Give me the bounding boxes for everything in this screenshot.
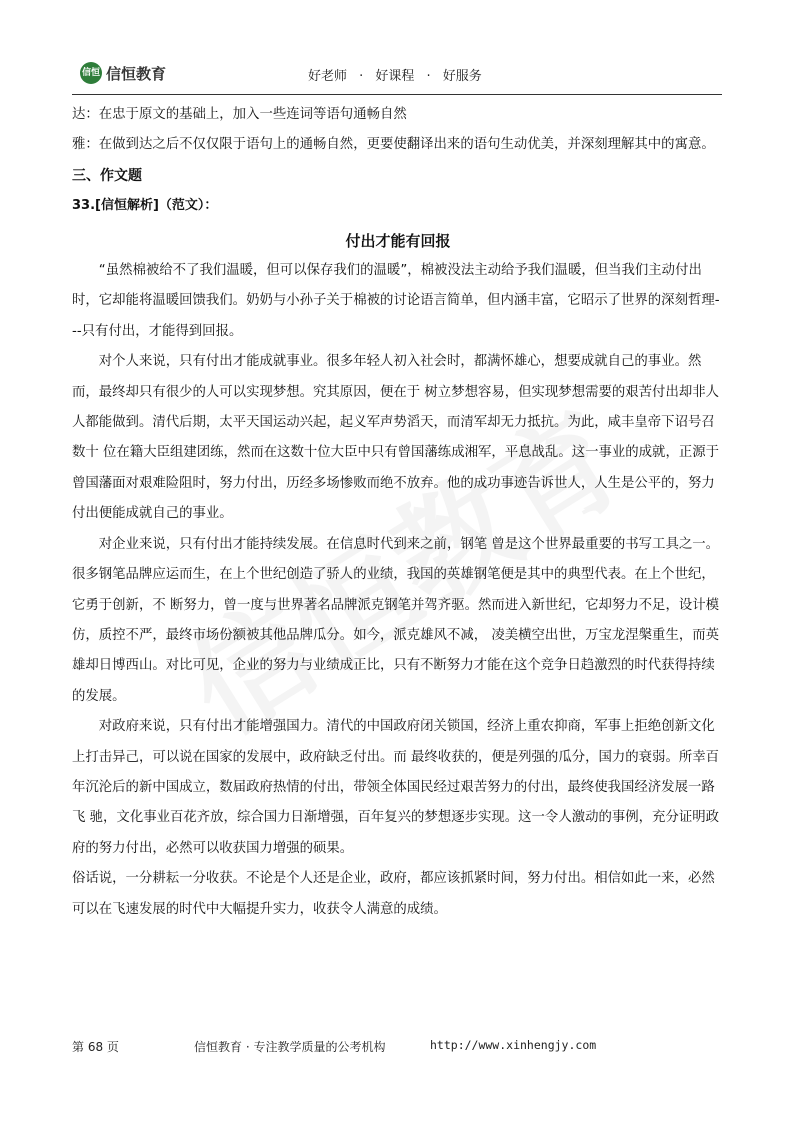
page-header bbox=[72, 58, 722, 95]
essay-paragraph: 对个人来说，只有付出才能成就事业。很多年轻人初入社会时，都满怀雄心，想要成就自己的事业。然而，最终却只有很少的人可以实现梦想。究其原因，便在于 树立梦想容易，但实现梦想需要的艰苦付出却非人人都能做到。清代后期，太平天国运动兴起，起义军声势滔天，而清军却无力抵抗。为此，咸丰皇帝下诏号召数十 位在籍大臣组建团练，然而在这数十位大臣中只有曾国藩练成湘军，平息战乱。这一事业的成就，正源于曾国藩面对艰难险阻时，努力付出，历经多场惨败而绝不放弃。他的成功事迹告诉世人，人生是公平的，努力付出便能成就自己的事业。 bbox=[72, 354, 720, 522]
essay-paragraph: “虽然棉被给不了我们温暖，但可以保存我们的温暖”，棉被没法主动给予我们温暖，但当我们主动付出时，它却能将温暖回馈我们。奶奶与小孙子关于棉被的讨论语言简单，但内涵丰富，它昭示了世界的深刻哲理---只有付出，才能得到回报。 bbox=[72, 263, 720, 339]
essay-paragraph: 对企业来说，只有付出才能持续发展。在信息时代到来之前，钢笔 曾是这个世界最重要的书写工具之一。很多钢笔品牌应运而生，在上个世纪创造了骄人的业绩，我国的英雄钢笔便是其中的典型代表。在上个世纪，它勇于创新，不 断努力，曾一度与世界著名品牌派克钢笔并驾齐驱。然而进入新世纪，它却努力不足，设计模仿，质控不严，最终市场份额被其他品牌瓜分。如今，派克雄风不减， 凌美横空出世，万宝龙涅槃重生，而英雄却日博西山。对比可见，企业的努力与业绩成正比，只有不断努力才能在这个竞争日趋激烈的时代获得持续的发展。 bbox=[72, 536, 720, 704]
question-label: 33.[信恒解析]（范文）： bbox=[72, 198, 218, 214]
logo bbox=[80, 62, 166, 84]
paragraph-ya: 雅：在做到达之后不仅仅限于语句上的通畅自然，更要使翻译出来的语句生动优美，并深刻理解其中的寓意。 bbox=[72, 137, 715, 153]
header-slogan: 好老师 · 好课程 · 好服务 bbox=[308, 69, 482, 84]
essay-title: 付出才能有回报 bbox=[345, 231, 451, 250]
logo-icon: 信恒 bbox=[80, 62, 102, 84]
footer-tagline: 信恒教育 · 专注教学质量的公考机构 bbox=[194, 1040, 386, 1054]
paragraph-da: 达：在忠于原文的基础上，加入一些连词等语句通畅自然 bbox=[72, 107, 407, 122]
document-body bbox=[72, 100, 724, 925]
section-heading: 三、作文题 bbox=[72, 167, 142, 184]
essay-closing: 俗话说，一分耕耘一分收获。不论是个人还是企业，政府，都应该抓紧时间，努力付出。相信如此一来，必然可以在飞速发展的时代中大幅提升实力，收获令人满意的成绩。 bbox=[72, 871, 715, 917]
footer-url[interactable]: http://www.xinhengjy.com bbox=[430, 1038, 597, 1052]
essay-paragraph: 对政府来说，只有付出才能增强国力。清代的中国政府闭关锁国，经济上重农抑商，军事上拒绝创新文化上打击异己，可以说在国家的发展中，政府缺乏付出。而 最终收获的，便是列强的瓜分，国力的衰弱。所幸百年沉沦后的新中国成立，数届政府热情的付出，带领全体国民经过艰苦努力的付出，最终使我国经济发展一路飞 驰，文化事业百花齐放，综合国力日渐增强，百年复兴的梦想逐步实现。这一令人激动的事例，充分证明政府的努力付出，必然可以收获国力增强的硕果。 bbox=[72, 719, 720, 856]
logo-text: 信恒教育 bbox=[106, 64, 167, 83]
page-number: 第 68 页 bbox=[72, 1040, 119, 1054]
